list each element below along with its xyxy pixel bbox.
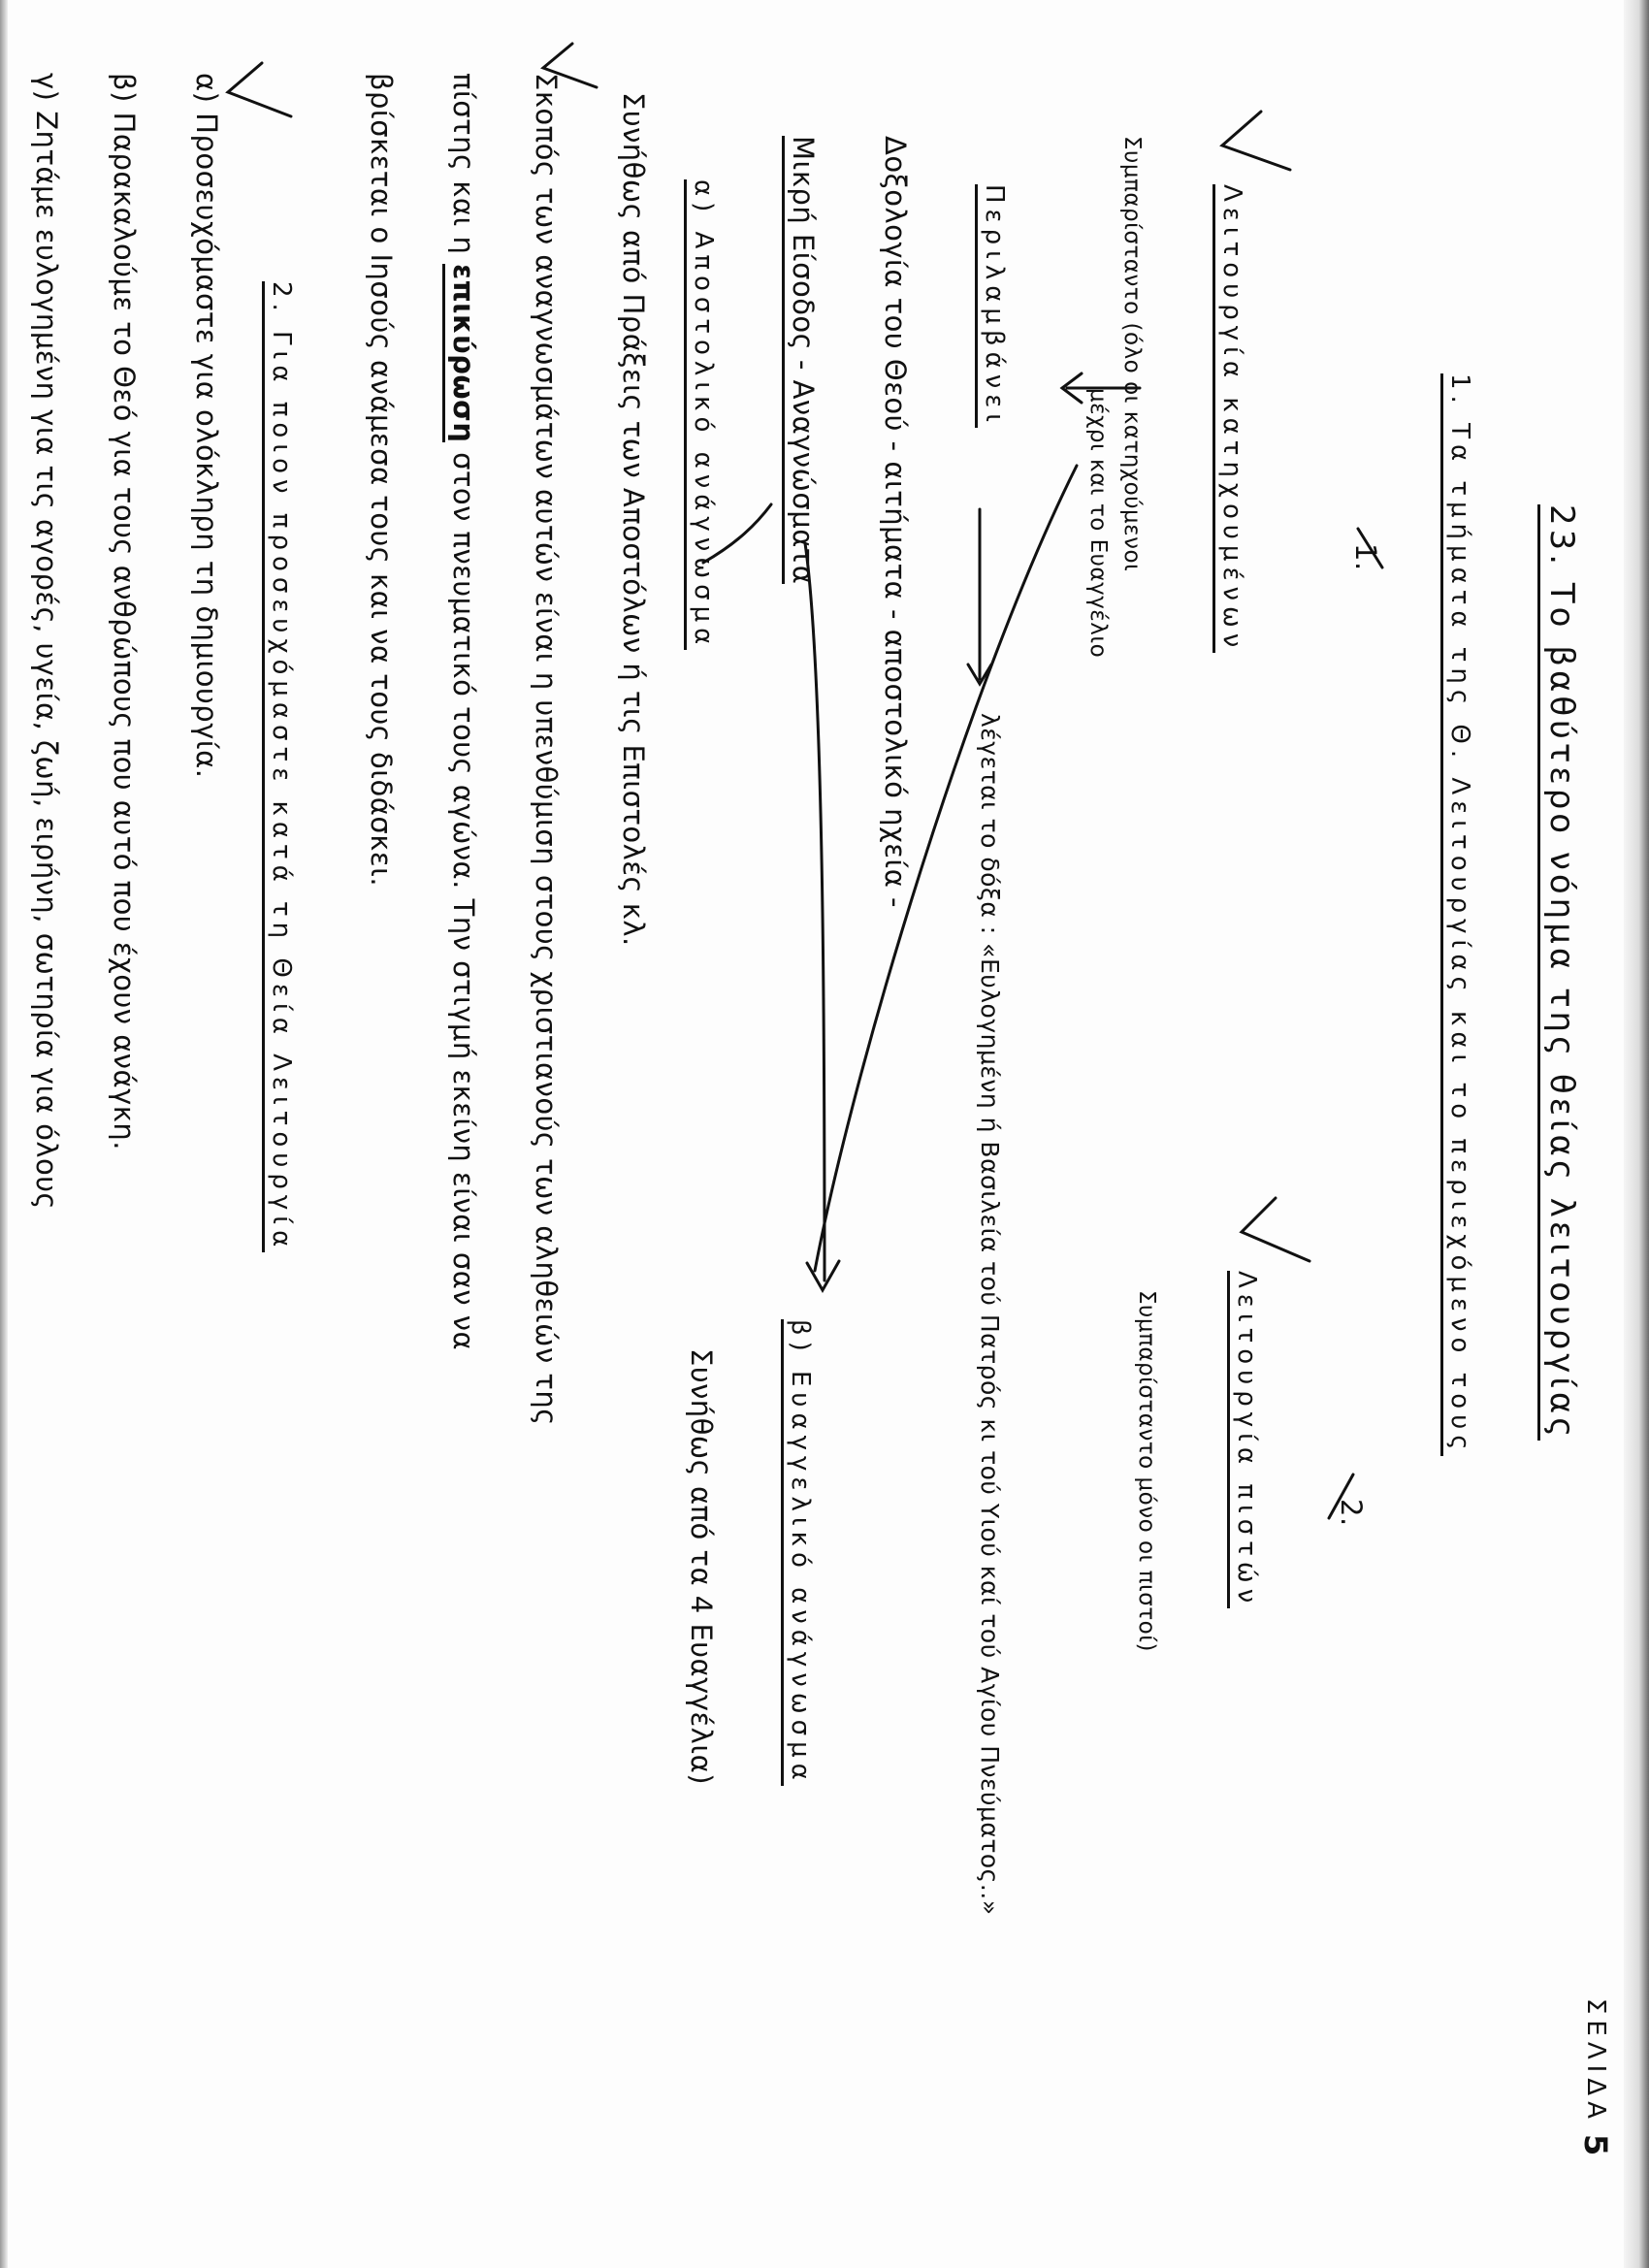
- entries-line: Μικρή Είσοδος - Αναγνώσματα: [782, 136, 820, 584]
- goal-emphasis: επικύρωση: [442, 264, 480, 442]
- section2-item-1: α) Προσευχόμαστε για ολόκληρη τη δημιουργία.: [190, 73, 223, 779]
- section2-item-2: β) Παρακαλούμε το Θεό για τους ανθρώπους που αυτό που έχουν ανάγκη.: [108, 73, 141, 1150]
- marker-1: 1.: [1349, 543, 1382, 571]
- gospel-reading-text: Συνήθως από τα 4 Ευαγγέλια): [685, 1348, 718, 1786]
- catechumen-note: Συμπαρίσταντο (όλο οι κατηχούμενοι: [1119, 136, 1145, 572]
- goal-line-3: βρίσκεται ο Ιησούς ανάμεσα τους και να τους διδάσκει.: [365, 73, 398, 888]
- curved-arrow-icon: [815, 466, 1077, 1271]
- goal-line-2a: πίστης και η: [447, 73, 480, 255]
- catechumen-note-2: μέχρι και το Ευαγγέλιο: [1085, 388, 1111, 659]
- goal-line-1: Σκοπός των αναγνωσμάτων αυτών είναι η υπενθύμιση στους χριστιανούς των αληθειών της: [530, 73, 563, 1426]
- arrow-icon: [1358, 529, 1382, 567]
- arrow-icon: [1329, 1474, 1353, 1518]
- goal-line-2b: στον πνευματικό τους αγώνα. Την στιγμή εκείνη είναι σαν να: [447, 452, 480, 1351]
- section1-heading: 1. Τα τμήματα της Θ. Λειτουργίας και το περιεχόμενο τους: [1440, 373, 1474, 1456]
- check-mark-icon: [1242, 1198, 1310, 1261]
- arrow-icon: [1062, 373, 1140, 403]
- check-mark-icon: [1222, 112, 1290, 170]
- includes-label: Περιλαμβάνει: [975, 184, 1009, 428]
- section2-heading: 2. Για ποιον προσευχόμαστε κατά τη Θεία Λειτουργία: [262, 281, 296, 1252]
- check-mark-icon: [543, 44, 597, 87]
- check-mark-icon: [228, 63, 291, 116]
- faithful-note: Συμπαρίσταντο μόνο οι πιστοί): [1134, 1290, 1159, 1653]
- arrow-icon: [968, 509, 991, 684]
- arrow-text: λέγεται το δόξα : «Ευλογημένη ή Βασιλεία τού Πατρός κι τού Υιού καί τού Αγίου Πνεύματος..»: [976, 713, 1004, 1916]
- marker-2: 2.: [1335, 1499, 1368, 1527]
- page-label: ΣΕΛΙΔΑ: [1581, 1998, 1610, 2124]
- doxology-line: Δοξολογία του Θεού - αιτήματα - αποστολικό ηχεία -: [879, 136, 912, 908]
- page-number: 5: [1577, 2134, 1614, 2156]
- catechumen-liturgy-heading: Λειτουργία κατηχουμένων: [1212, 184, 1246, 653]
- apostolic-reading-heading: α) Αποστολικό ανάγνωσμα: [684, 179, 718, 650]
- page-title: 23. Το βαθύτερο νόημα της θείας λειτουργίας: [1537, 504, 1581, 1441]
- apostolic-reading-text: Συνήθως από Πράξεις των Αποστόλων ή τις Επιστολές κλ.: [617, 92, 650, 947]
- faithful-liturgy-heading: Λειτουργία πιστών: [1227, 1271, 1261, 1608]
- section2-item-3: γ) Ζητάμε ευλογημένη για τις αγορές, υγεία, ζωή, ειρήνη, σωτηρία για όλους: [30, 73, 63, 1211]
- gospel-reading-heading: β) Ευαγγελικό ανάγνωσμα: [781, 1319, 815, 1786]
- curved-arrow-icon: [703, 504, 771, 563]
